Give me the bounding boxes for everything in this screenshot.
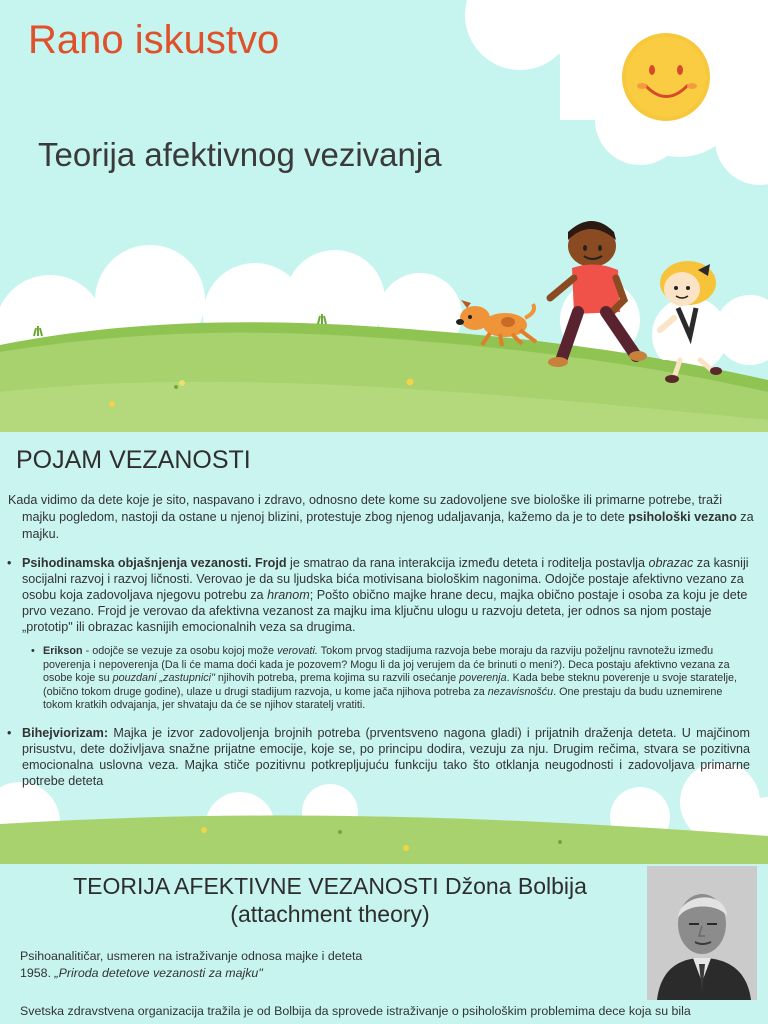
slide-bowlby: [0, 864, 768, 1024]
behaviorism-heading: Bihejviorizam:: [22, 725, 109, 740]
behaviorism-text: Majka je izvor zadovoljenja brojnih potreba (prventsveno nagona gladi) i prijatnih draženja deteta. U majčinom prisustvu, dete doživljava snažne prijatne emocije, koje se, po principu dodira, vezuju za nju. Drugim rečima, stvara se pozitivna emocionalna uslovna veza. Majka stiče pozitivnu potkrepljujuću funkciju tako što otklanja neugodnosti i zadovoljava primarne potrebe deteta: [22, 725, 750, 788]
section-body: [0, 492, 768, 801]
erikson-heading: Erikson: [43, 645, 83, 657]
bowlby-work-title: „Priroda detetove vezanosti za majku": [54, 966, 263, 980]
bullet-list-2: [0, 725, 768, 789]
cloud-top-right: [465, 0, 768, 185]
bullet-psychodynamic-italic-1: obrazac: [648, 556, 694, 570]
erikson-italic-3: poverenja: [459, 672, 507, 684]
bowlby-heading-line2: (attachment theory): [230, 901, 430, 927]
bowlby-intro: [20, 948, 362, 982]
bullet-psychodynamic: [0, 555, 768, 635]
erikson-italic-4: nezavisnošću: [487, 685, 554, 698]
bowlby-heading-line1: TEORIJA AFEKTIVNE VEZANOSTI Džona Bolbija: [73, 873, 587, 899]
landscape-background: [0, 0, 768, 432]
bowlby-who-text: Svetska zdravstvena organizacija tražila je od Bolbija da sprovede istraživanje o psihološkim problemima dece koja su bila: [20, 1004, 691, 1018]
bullet-psychodynamic-italic-2: hranom: [267, 588, 310, 602]
slide-title-heading: Rano iskustvo: [28, 18, 280, 62]
slide-title: [0, 0, 768, 432]
erikson-text-4: . Kada bebe steknu poverenje u svoje staratelje, (obično tokom druge godine), ulaze u drugi stadijum razvoja, u kome jača njihova potreba za: [43, 672, 738, 698]
intro-text: Kada vidimo da dete koje je sito, naspavano i zdravo, odnosno dete kome su zadovoljene sve biološke ili primarne potrebe, traži majku pogledom, nastoji da ostane u njenoj blizini, protestuje zbog njenog udaljavanja, kažemo da je to dete: [8, 493, 723, 524]
bullet-psychodynamic-text-1: je smatrao da rana interakcija između deteta i roditelja postavlja: [286, 556, 649, 570]
erikson-italic-2: pouzdani „zastupnici": [112, 672, 215, 684]
bowlby-heading: [0, 872, 660, 928]
intro-paragraph: [0, 492, 768, 543]
erikson-text-2: Tokom prvog stadijuma razvoja bebe moraju da razviju poželjnu ravnotežu između poverenja i nepoverenja (Da li će mama doći kada je pozovem? Mogu li da joj verujem da će brinuti o meni?). Deca postaju afektivno vezana za osobe koje su: [43, 645, 730, 684]
bullet-psychodynamic-heading: Psihodinamska objašnjenja vezanosti. Frojd: [22, 556, 287, 570]
erikson-text-5: . One prestaju da budu uznemirene tokom kratkih odvajanja, jer shvataju da će se njihov staratelj vratiti.: [43, 685, 723, 711]
bowlby-year: 1958.: [20, 966, 52, 980]
slide-subtitle: Teorija afektivnog vezivanja: [38, 136, 442, 173]
sun-icon: [622, 33, 710, 121]
bullet-list: [0, 555, 768, 635]
erikson-text-3: njihovih potreba, prema kojima su razvili osećanje: [214, 672, 460, 684]
bowlby-portrait-image: [647, 866, 757, 1000]
section-heading: POJAM VEZANOSTI: [16, 446, 251, 474]
bullet-psychodynamic-text-2: za kasniji socijalni razvoj i razvoj ličnosti. Verovao je da su ljudska bića motivisana biološkim nagonima. Odojče postaje afektivno vezano za osobu koja zadovoljava njegovu potrebu za: [22, 556, 749, 602]
slide-attachment-concept: [0, 432, 768, 864]
sub-bullet-erikson: [0, 645, 768, 713]
bullet-psychodynamic-text-3: ; Pošto obično majke hrane decu, majka obično postaje i osoba za koju je dete prvo vezano. Frojd je verovao da afektivna vezanost za majku ima ključnu ulogu u razvoju deteta, jer odnos sa njom postaje „prototip" ili obrazac kasnijih emocionalnih veza sa drugima.: [22, 588, 748, 634]
bullet-behaviorism: [0, 725, 768, 789]
intro-bold-term: psihološki vezano: [628, 510, 737, 524]
erikson-text-1: - odojče se vezuje za osobu kojoj može: [82, 645, 278, 657]
erikson-italic-1: verovati.: [277, 645, 318, 657]
intro-end: za majku.: [22, 510, 754, 541]
bowlby-description: Psihoanalitičar, usmeren na istraživanje odnosa majke i deteta: [20, 949, 363, 963]
